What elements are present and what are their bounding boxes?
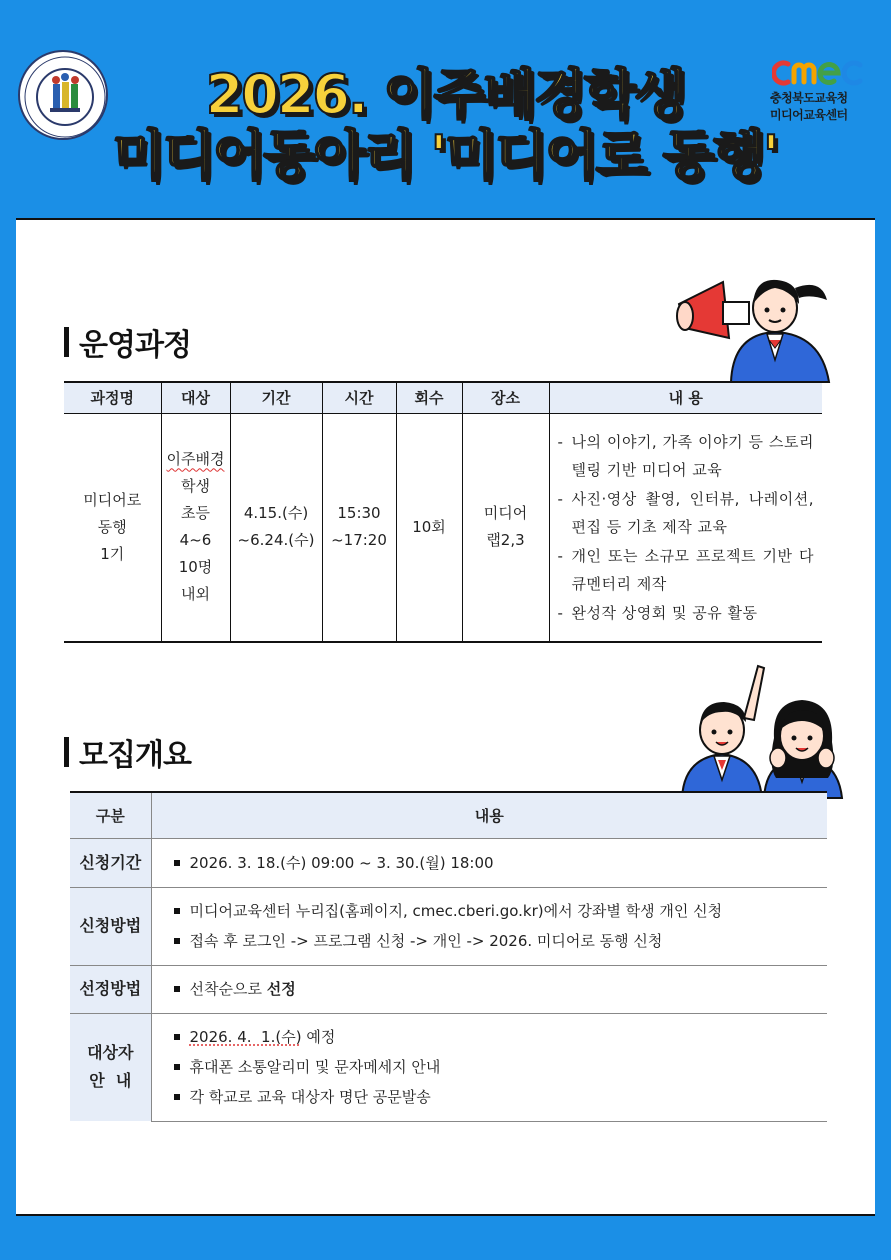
table-row: [70, 1013, 827, 1121]
col-time: 시간: [322, 382, 396, 413]
list-item: - 완성작 상영회 및 공유 활동: [556, 599, 815, 628]
section-bar: [64, 327, 69, 357]
list-item: 미디어교육센터 누리집(홈페이지, cmec.cberi.go.kr)에서 강좌별 학생 개인 신청: [172, 896, 828, 926]
main-title-line-1: 2026. 이주배경학생: [205, 63, 685, 126]
cell-time: [322, 413, 396, 642]
list-item: - 개인 또는 소규모 프로젝트 기반 다큐멘터리 제작: [556, 542, 815, 599]
cmec-logo: [770, 56, 880, 90]
table-row: [70, 887, 827, 965]
cell-period: [230, 413, 322, 642]
cell-place: [462, 413, 549, 642]
section-title-recruitment: [64, 730, 191, 774]
target-line: 4~6: [179, 531, 212, 550]
col-content: 내용: [151, 792, 827, 838]
cell-contents: [549, 413, 822, 642]
apply-period-label: 신청기간: [70, 838, 151, 887]
course-line: 1기: [100, 544, 125, 563]
target-line: 학생: [181, 477, 210, 496]
selection-label: 선정방법: [70, 965, 151, 1013]
target-line: 내외: [181, 585, 210, 604]
section-title-operation: [64, 320, 191, 364]
recruitment-table: [70, 791, 827, 1122]
recruitment-table-header: [70, 792, 827, 838]
selection-bold-text: 선정: [266, 980, 296, 998]
students-illustration: [678, 658, 848, 803]
section-title-text: 모집개요: [79, 738, 191, 773]
list-item: 2026. 3. 18.(수) 09:00 ~ 3. 30.(월) 18:00: [172, 848, 828, 878]
notice-date-suffix: 예정: [301, 1028, 336, 1046]
apply-method-list: [172, 896, 828, 956]
notice-date: 2026. 4. 1.(수): [189, 1028, 302, 1046]
notice-label-line: 안 내: [89, 1071, 132, 1091]
col-count: 회수: [396, 382, 462, 413]
cell-target: [161, 413, 230, 642]
table-row: [70, 838, 827, 887]
list-item: [172, 1022, 828, 1052]
apply-period-cell: [151, 838, 827, 887]
course-line: 동행: [97, 517, 127, 536]
place-line: 랩2,3: [486, 531, 525, 550]
main-title-line-2: 미디어동아리 '미디어로 동행': [112, 124, 778, 187]
target-line: 이주배경: [166, 450, 225, 469]
seal-logo: [18, 50, 108, 140]
section-bar: [64, 737, 69, 767]
header: [0, 0, 891, 218]
course-table-header: [64, 382, 822, 413]
table-row: [64, 413, 822, 642]
selection-cell: [151, 965, 827, 1013]
org-name-line-2: 미디어교육센터: [770, 108, 848, 122]
selection-text: 선착순으로: [189, 980, 267, 998]
col-category: 구분: [70, 792, 151, 838]
megaphone-girl-illustration: [671, 264, 831, 384]
list-item: 접속 후 로그인 -> 프로그램 신청 -> 개인 -> 2026. 미디어로 동행 신청: [172, 926, 828, 956]
apply-period-list: [172, 848, 828, 878]
course-line: 미디어로: [83, 490, 142, 509]
cmec-logo-icon: [772, 56, 872, 88]
col-period: 기간: [230, 382, 322, 413]
notice-cell: [151, 1013, 827, 1121]
notice-list: [172, 1022, 828, 1112]
apply-method-label: 신청방법: [70, 887, 151, 965]
period-line: ~6.24.(수): [237, 531, 315, 550]
apply-method-cell: [151, 887, 827, 965]
list-item: - 나의 이야기, 가족 이야기 등 스토리텔링 기반 미디어 교육: [556, 428, 815, 485]
period-line: 4.15.(수): [243, 504, 309, 523]
col-course: 과정명: [64, 382, 161, 413]
seal-emblem-icon: [20, 52, 110, 142]
list-item: - 사진·영상 촬영, 인터뷰, 나레이션, 편집 등 기초 제작 교육: [556, 485, 815, 542]
table-row: [70, 965, 827, 1013]
target-line: 10명: [178, 558, 213, 577]
org-name-line-1: 충청북도교육청: [770, 91, 848, 105]
place-line: 미디어: [483, 504, 528, 523]
org-block: [770, 56, 880, 124]
time-line: 15:30: [337, 504, 381, 523]
time-line: ~17:20: [331, 531, 387, 550]
notice-label: [70, 1013, 151, 1121]
list-item: 휴대폰 소통알리미 및 문자메세지 안내: [172, 1052, 828, 1082]
col-place: 장소: [462, 382, 549, 413]
section-title-text: 운영과정: [79, 328, 191, 363]
notice-label-line: 대상자: [87, 1043, 134, 1063]
list-item: 각 학교로 교육 대상자 명단 공문발송: [172, 1082, 828, 1112]
content-panel: [16, 218, 875, 1216]
col-target: 대상: [161, 382, 230, 413]
col-contents: 내 용: [549, 382, 822, 413]
target-line: 초등: [181, 504, 210, 523]
selection-list: [172, 974, 828, 1004]
list-item: [172, 974, 828, 1004]
cell-count: 10회: [396, 413, 462, 642]
course-table: [64, 381, 822, 643]
contents-list: [556, 428, 815, 628]
cell-course: [64, 413, 161, 642]
